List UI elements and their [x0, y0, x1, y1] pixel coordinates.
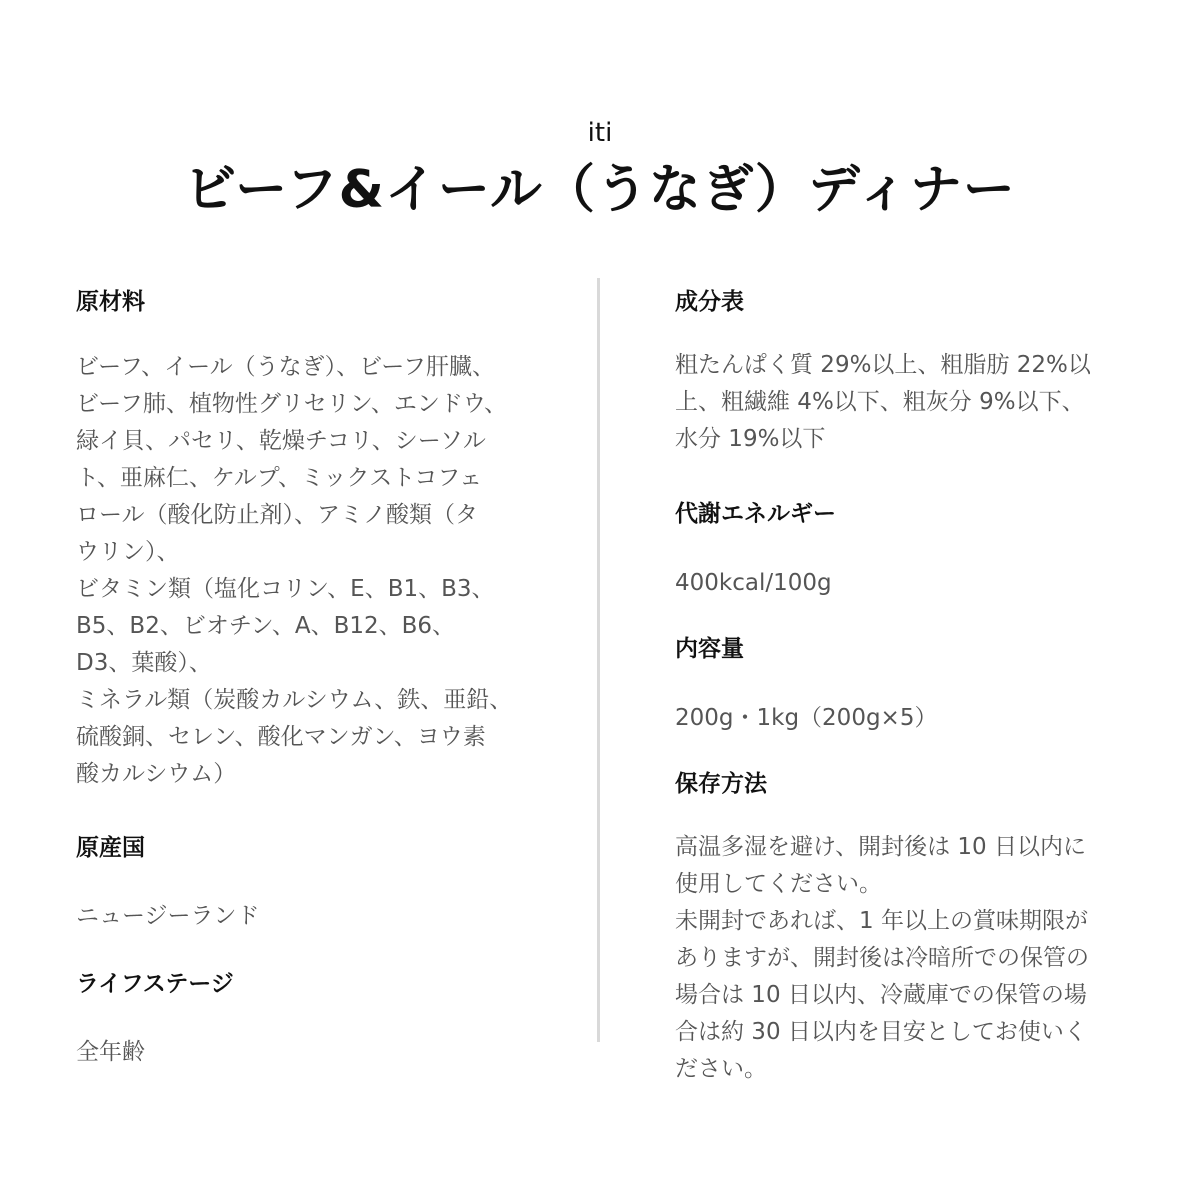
right-column — [675, 285, 1145, 1088]
ingredients-text: ビーフ、イール（うなぎ）、ビーフ肝臓、 ビーフ肺、植物性グリセリン、エンドウ、 緑イ貝、パセリ、乾燥チコリ、シーソル ト、亜麻仁、ケルプ、ミックストコフェ ロール（酸化防止剤）、アミノ酸類（タ ウリン）、 ビタミン類（塩化コリン、E、B1、B3、 B5、B2、ビオチン、A、B12、B6、 D3、葉酸）、 ミネラル類（炭酸カルシウム、鉄、亜鉛、 硫酸銅、セレン、酸化マンガン、ヨウ素 酸カルシウム） — [76, 354, 513, 787]
origin-text: ニュージーランド — [76, 903, 260, 929]
life-stage-heading: ライフステージ — [76, 971, 234, 997]
energy-heading: 代謝エネルギー — [675, 501, 836, 527]
page-title: ビーフ&イール（うなぎ）ディナー — [184, 160, 1016, 220]
content-heading: 内容量 — [675, 636, 744, 662]
analysis-section — [675, 285, 1145, 458]
origin-heading: 原産国 — [76, 835, 145, 861]
life-stage-section — [76, 967, 546, 1071]
life-stage-text: 全年齢 — [76, 1039, 145, 1065]
analysis-heading: 成分表 — [675, 289, 744, 315]
origin-section — [76, 831, 546, 935]
analysis-text: 粗たんぱく質 29%以上、粗脂肪 22%以 上、粗繊維 4%以下、粗灰分 9%以下、 水分 19%以下 — [675, 352, 1091, 452]
content-section — [675, 632, 1145, 737]
ingredients-section — [76, 285, 546, 793]
storage-heading: 保存方法 — [675, 771, 767, 797]
content-text: 200g・1kg（200g×5） — [675, 705, 938, 731]
ingredients-heading: 原材料 — [76, 289, 145, 315]
brand-name: iti — [587, 118, 613, 148]
left-column — [76, 285, 546, 1071]
column-divider — [597, 278, 600, 1042]
energy-text: 400kcal/100g — [675, 570, 832, 596]
storage-text: 高温多湿を避け、開封後は 10 日以内に 使用してください。 未開封であれば、1 年以上の賞味期限が ありますが、開封後は冷暗所での保管の 場合は 10 日以内、冷蔵庫での保管の場 合は約 30 日以内を目安としてお使いく ださい。 — [675, 834, 1089, 1082]
energy-section — [675, 497, 1145, 602]
storage-section — [675, 767, 1145, 1088]
